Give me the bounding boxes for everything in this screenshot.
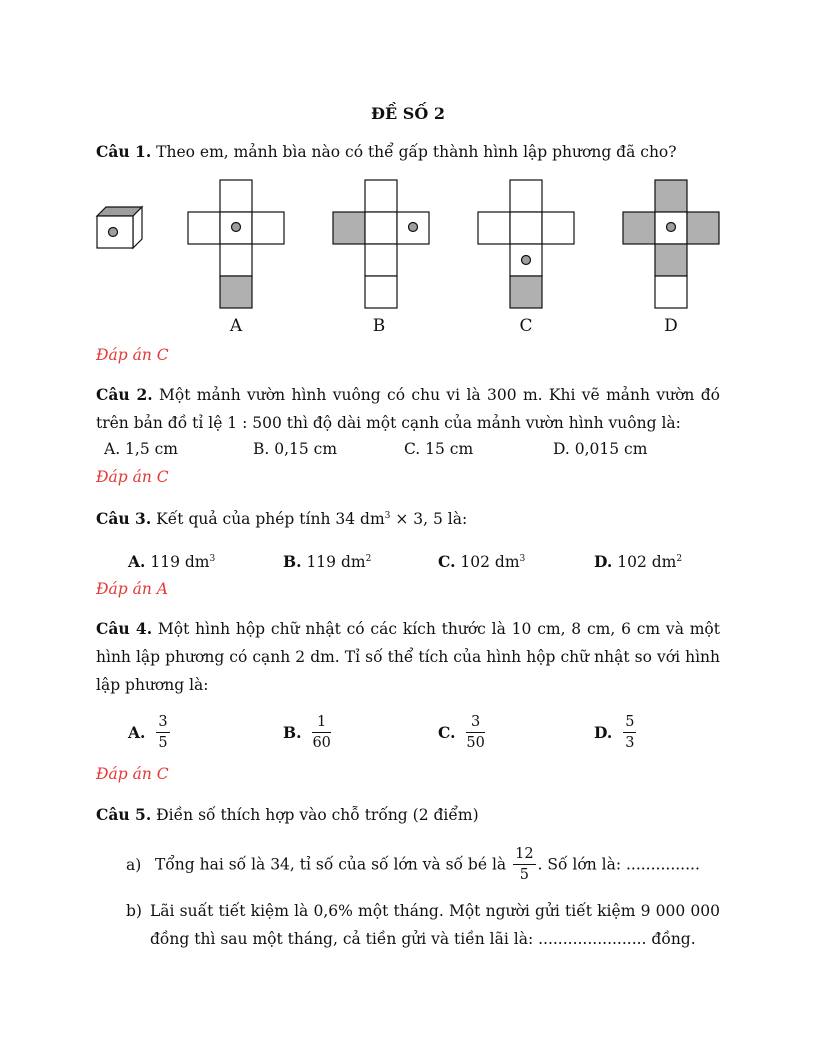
q2-option-b[interactable]: B. 0,15 cm [253, 440, 338, 458]
question-3: Câu 3. Kết quả của phép tính 34 $dm^3 \times 3$, 5 là: [96, 509, 468, 528]
question-5-text: Điền số thích hợp vào chỗ trống (2 điểm) [156, 806, 479, 824]
question-3-expression: 34 $dm^3 \times 3$, 5 [335, 510, 443, 528]
q3-option-c[interactable]: C. 102 $dm^3$ [438, 552, 526, 571]
net-label-c: C [519, 316, 533, 336]
answer-2: Đáp án C [96, 468, 169, 486]
q3-option-a[interactable]: A. 119 $dm^3$ [128, 552, 216, 571]
net-a[interactable] [188, 180, 284, 308]
question-1-label: Câu 1. [96, 142, 152, 161]
net-label-b: B [372, 316, 386, 336]
net-label-d: D [664, 316, 678, 336]
q2-option-d[interactable]: D. 0,015 cm [553, 440, 648, 458]
question-2-label: Câu 2. [96, 385, 153, 404]
question-1 [96, 142, 677, 161]
question-2-text: Một mảnh vườn hình vuông có chu vi là 300 m. Khi vẽ mảnh vườn đó trên bản đồ tỉ lệ 1 : 500 thì độ dài một cạnh của mảnh vườn hình vuông là: [96, 386, 720, 432]
q2-option-a[interactable]: A. 1,5 cm [104, 440, 179, 458]
q3-option-b[interactable]: B. 119 $dm^2$ [283, 552, 372, 571]
q4-option-a[interactable]: A. $\frac{3}{5}$ [128, 714, 168, 751]
q2-option-c[interactable]: C. 15 cm [404, 440, 474, 458]
q5-b-text[interactable]: Lãi suất tiết kiệm là 0,6% một tháng. Một người gửi tiết kiệm 9 000 000 đồng thì sau một tháng, cả tiền gửi và tiền lãi là: ...................... đồng. [150, 902, 720, 948]
question-2 [96, 381, 720, 437]
question-5 [96, 805, 479, 824]
q4-option-d[interactable]: D. $\frac{5}{3}$ [594, 714, 635, 751]
net-b[interactable] [333, 180, 429, 308]
question-5-label: Câu 5. [96, 805, 152, 824]
q4-option-b[interactable]: B. $\frac{1}{60}$ [283, 714, 331, 751]
answer-4: Đáp án C [96, 765, 169, 783]
q5-a-blank[interactable]: . Số lớn là: ............... [537, 855, 700, 874]
answer-3: Đáp án A [96, 580, 168, 598]
q4-option-c[interactable]: C. $\frac{3}{50}$ [438, 714, 485, 751]
question-4-label: Câu 4. [96, 619, 153, 638]
page-title: ĐỀ SỐ 2 [371, 104, 445, 123]
net-label-a: A [229, 316, 243, 336]
question-1-text: Theo em, mảnh bìa nào có thể gấp thành hình lập phương đã cho? [156, 143, 677, 161]
question-3-label: Câu 3. [96, 509, 152, 528]
cube-nets-figure [0, 170, 816, 315]
question-4-text: Một hình hộp chữ nhật có các kích thước là 10 cm, 8 cm, 6 cm và một hình lập phương có cạnh 2 dm. Tỉ số thể tích của hình hộp chữ nhật so với hình lập phương là: [96, 620, 720, 694]
answer-1: Đáp án C [96, 346, 169, 364]
question-3-text: Kết quả của phép tính [156, 510, 331, 528]
question-4 [96, 615, 720, 699]
q3-option-d[interactable]: D. 102 $dm^2$ [594, 552, 683, 571]
q5-part-b: b) Lãi suất tiết kiệm là 0,6% một tháng. Một người gửi tiết kiệm 9 000 000 đồng thì sau một tháng, cả tiền gửi và tiền lãi là: ...................... đồng. [126, 897, 720, 953]
reference-cube [97, 207, 142, 248]
q5-part-a: a) Tổng hai số là 34, tỉ số của số lớn và số bé là $\frac{12}{5}$ . Số lớn là: ............... [126, 846, 700, 883]
net-c[interactable] [478, 180, 574, 308]
net-d[interactable] [623, 180, 719, 308]
